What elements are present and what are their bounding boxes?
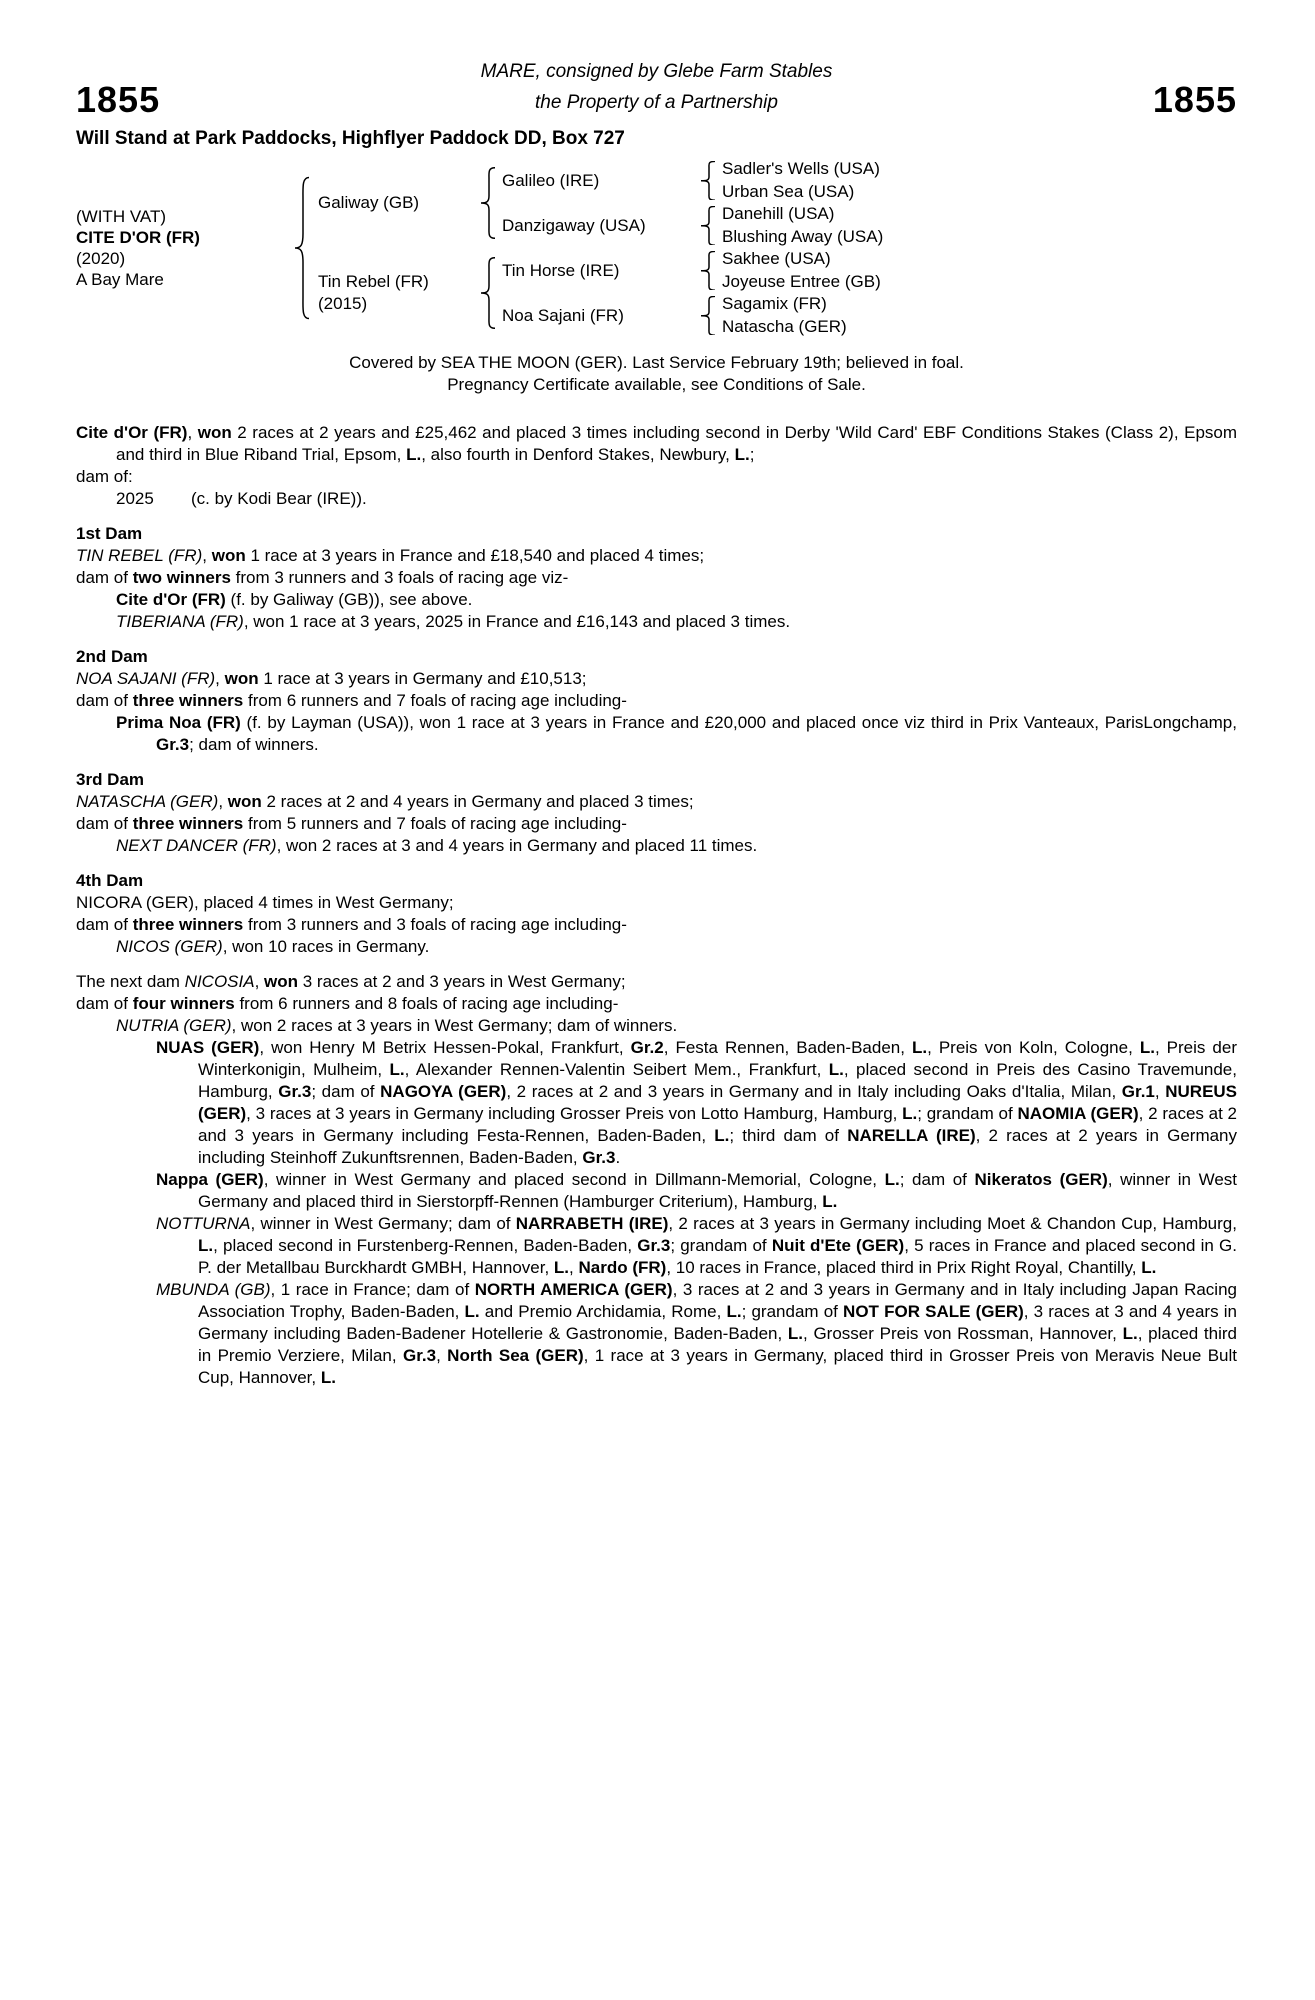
consignor-block	[481, 56, 833, 118]
pedigree-brace-gen2-2	[696, 203, 722, 248]
pedigree-granddam-2: Noa Sajani (FR)	[502, 305, 624, 325]
paragraph-nuas: NUAS (GER), won Henry M Betrix Hessen-Pokal, Frankfurt, Gr.2, Festa Rennen, Baden-Baden, L., Preis von Koln, Cologne, L., Preis der Winterkonigin, Mulheim, L., Alexander Rennen-Valentin Seibert Mem., Frankfurt, L., placed second in Preis des Casino Travemunde, Hamburg, Gr.3; dam of NAGOYA (GER), 2 races at 2 and 3 years in Germany and in Italy including Oaks d'Italia, Milan, Gr.1, NUREUS (GER), 3 races at 3 years in Germany including Grosser Preis von Lotto Hamburg, Hamburg, L.; grandam of NAOMIA (GER), 2 races at 2 and 3 years in Germany including Festa-Rennen, Baden-Baden, L.; third dam of NARELLA (IRE), 2 races at 2 years in Germany including Steinhoff Zukunftsrennen, Baden-Baden, Gr.3.	[156, 1038, 1238, 1167]
pedigree-gen3-3: Danehill (USA)	[722, 204, 835, 224]
dam-of-line: dam of:	[76, 467, 133, 486]
page-header	[76, 56, 1237, 118]
pedigree-grandsire-2: Tin Horse (IRE)	[502, 260, 620, 280]
paragraph-nicosia-produce: dam of four winners from 6 runners and 8 foals of racing age including-	[76, 994, 619, 1013]
lot-number-right: 1855	[1152, 79, 1237, 120]
paragraph-noa-sajani: NOA SAJANI (FR), won 1 race at 3 years in Germany and £10,513;	[76, 669, 587, 688]
paragraph-nicora-produce: dam of three winners from 3 runners and 3 foals of racing age including-	[76, 915, 627, 934]
heading-3rd-dam: 3rd Dam	[76, 770, 145, 789]
foal-text: (c. by Kodi Bear (IRE)).	[191, 489, 367, 508]
pedigree-dam-name: Tin Rebel (FR)	[318, 272, 429, 291]
paragraph-tin-rebel-produce: dam of two winners from 3 runners and 3 foals of racing age viz-	[76, 568, 569, 587]
paragraph-nicos: NICOS (GER), won 10 races in Germany.	[116, 937, 430, 956]
consignor-line: MARE, consigned by Glebe Farm Stables	[480, 61, 833, 82]
pedigree-brace-main	[288, 158, 318, 338]
pedigree-dam	[318, 248, 476, 338]
heading-2nd-dam: 2nd Dam	[76, 647, 148, 666]
paragraph-mbunda: MBUNDA (GB), 1 race in France; dam of NORTH AMERICA (GER), 3 races at 2 and 3 years in Germany and in Italy including Japan Racing Association Trophy, Baden-Baden, L. and Premio Archidamia, Rome, L.; grandam of NOT FOR SALE (GER), 3 races at 3 and 4 years in Germany including Baden-Badener Hotellerie & Gastronomie, Baden-Baden, L., Grosser Preis von Rossman, Hannover, L., placed third in Premio Verziere, Milan, Gr.3, North Sea (GER), 1 race at 3 years in Germany, placed third in Grosser Preis von Meravis Neue Bult Cup, Hannover, L.	[156, 1280, 1237, 1387]
paragraph-cite-dor-ref: Cite d'Or (FR) (f. by Galiway (GB)), see above.	[116, 590, 473, 609]
pedigree-gen3-1: Sadler's Wells (USA)	[722, 159, 880, 179]
pedigree-gen3-5: Sakhee (USA)	[722, 249, 831, 269]
property-line: the Property of a Partnership	[535, 92, 778, 113]
paragraph-next-dancer: NEXT DANCER (FR), won 2 races at 3 and 4 years in Germany and placed 11 times.	[116, 836, 758, 855]
pedigree-gen3-8: Natascha (GER)	[722, 316, 847, 336]
pedigree-brace-dam	[476, 248, 502, 338]
vat-note: (WITH VAT)	[76, 207, 167, 226]
pedigree-brace-gen2-1	[696, 158, 722, 203]
paragraph-natascha-produce: dam of three winners from 5 runners and 7 foals of racing age including-	[76, 814, 627, 833]
foal-year: 2025	[116, 489, 154, 508]
paragraph-cite-dor: Cite d'Or (FR), won 2 races at 2 years and £25,462 and placed 3 times including second in Derby 'Wild Card' EBF Conditions Stakes (Class 2), Epsom and third in Blue Riband Trial, Epsom, L., also fourth in Denford Stakes, Newbury, L.;	[76, 423, 1238, 464]
paragraph-notturna: NOTTURNA, winner in West Germany; dam of NARRABETH (IRE), 2 races at 3 years in Germany including Moet & Chandon Cup, Hamburg, L., placed second in Furstenberg-Rennen, Baden-Baden, Gr.3; grandam of Nuit d'Ete (GER), 5 races in France and placed second in G. P. der Metallbau Burckhardt GMBH, Hannover, L., Nardo (FR), 10 races in France, placed third in Prix Right Royal, Chantilly, L.	[156, 1214, 1237, 1277]
pedigree-table	[76, 158, 1237, 338]
paragraph-noa-produce: dam of three winners from 6 runners and 7 foals of racing age including-	[76, 691, 627, 710]
covered-line-2: Pregnancy Certificate available, see Conditions of Sale.	[447, 375, 866, 394]
paragraph-nutria: NUTRIA (GER), won 2 races at 3 years in West Germany; dam of winners.	[116, 1016, 678, 1035]
pedigree-brace-gen2-3	[696, 248, 722, 293]
paragraph-natascha: NATASCHA (GER), won 2 races at 2 and 4 years in Germany and placed 3 times;	[76, 792, 694, 811]
subject-year: (2020)	[76, 249, 126, 268]
pedigree-brace-sire	[476, 158, 502, 248]
heading-1st-dam: 1st Dam	[76, 524, 143, 543]
subject-name: CITE D'OR (FR)	[76, 228, 200, 247]
heading-4th-dam: 4th Dam	[76, 871, 144, 890]
pedigree-brace-gen2-4	[696, 293, 722, 338]
pedigree-details	[76, 422, 1237, 1389]
subject-description: A Bay Mare	[76, 270, 164, 289]
pedigree-gen3-7: Sagamix (FR)	[722, 294, 827, 314]
stand-location: Will Stand at Park Paddocks, Highflyer Paddock DD, Box 727	[76, 128, 625, 149]
pedigree-grandsire-1: Galileo (IRE)	[502, 170, 600, 190]
pedigree-granddam-1: Danzigaway (USA)	[502, 215, 646, 235]
pedigree-gen3-2: Urban Sea (USA)	[722, 181, 855, 201]
pedigree-gen3-4: Blushing Away (USA)	[722, 226, 884, 246]
paragraph-nicora: NICORA (GER), placed 4 times in West Germany;	[76, 893, 454, 912]
paragraph-nappa: Nappa (GER), winner in West Germany and placed second in Dillmann-Memorial, Cologne, L.; dam of Nikeratos (GER), winner in West Germany and placed third in Sierstorpff-Rennen (Hamburger Criterium), Hamburg, L.	[156, 1170, 1237, 1211]
pedigree-sire: Galiway (GB)	[318, 193, 420, 212]
pedigree-gen3-6: Joyeuse Entree (GB)	[722, 271, 881, 291]
pedigree-subject	[76, 158, 288, 338]
covered-line-1: Covered by SEA THE MOON (GER). Last Service February 19th; believed in foal.	[349, 353, 964, 372]
paragraph-next-dam: The next dam NICOSIA, won 3 races at 2 and 3 years in West Germany;	[76, 972, 626, 991]
lot-number-left: 1855	[76, 79, 161, 120]
paragraph-tin-rebel: TIN REBEL (FR), won 1 race at 3 years in France and £18,540 and placed 4 times;	[76, 546, 705, 565]
paragraph-tiberiana: TIBERIANA (FR), won 1 race at 3 years, 2025 in France and £16,143 and placed 3 times.	[116, 612, 791, 631]
foal-entry	[76, 488, 1237, 510]
covered-note	[76, 352, 1237, 396]
pedigree-dam-year: (2015)	[318, 294, 368, 313]
paragraph-prima-noa: Prima Noa (FR) (f. by Layman (USA)), won 1 race at 3 years in France and £20,000 and placed once viz third in Prix Vanteaux, ParisLongchamp, Gr.3; dam of winners.	[116, 713, 1237, 754]
